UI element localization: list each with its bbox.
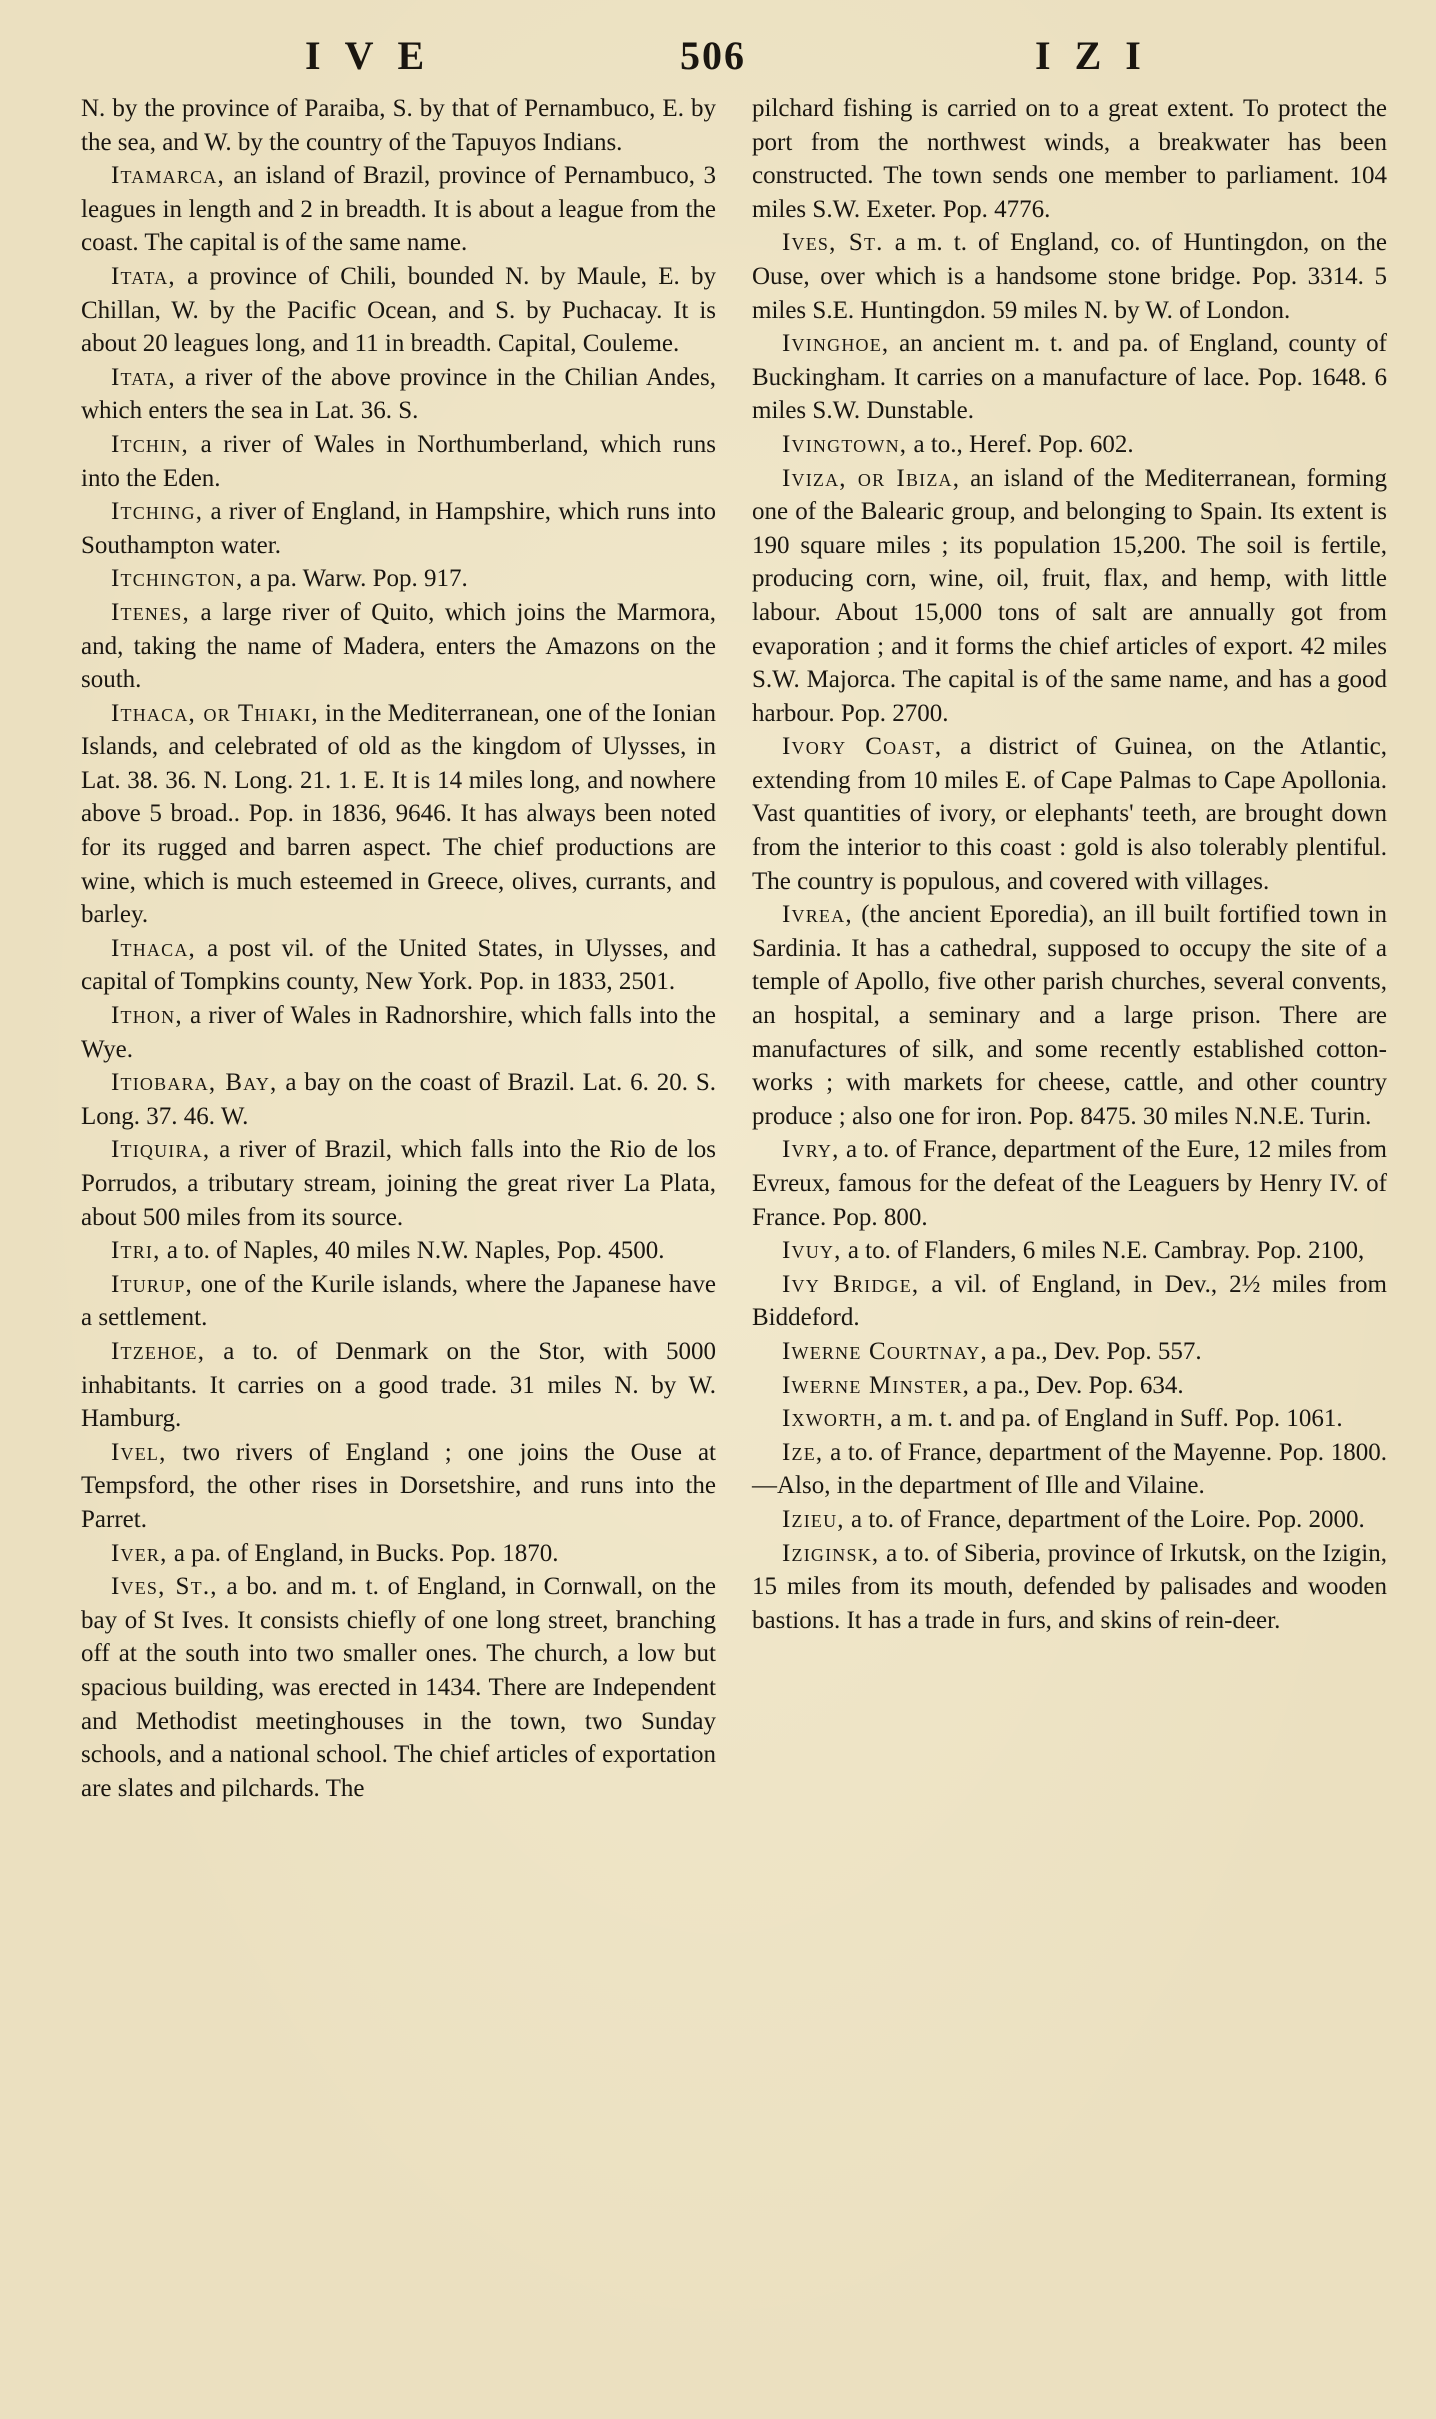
entry-headword: Ivuy,: [782, 1237, 842, 1265]
gazetteer-entry: [752, 1537, 1387, 1638]
entry-text: a to. of Siberia, province of Irkutsk, on the Izigin, 15 miles from its mouth, defended by palisades and wooden bastions. It has a trade in furs, and skins of rein-deer.: [752, 1539, 1387, 1634]
entry-text: a post vil. of the United States, in Ulysses, and capital of Tompkins county, New York. Pop. in 1833, 2501.: [81, 934, 716, 996]
entry-text: an island of the Mediterranean, forming one of the Balearic group, and belonging to Spain. Its extent is 190 square miles ; its population 15,200. The soil is fertile, producing corn, wine, oil, fruit, flax, and hemp, with little labour. About 15,000 tons of salt are annually got from evaporation ; and it forms the chief articles of export. 42 miles S.W. Majorca. The capital is of the same name, and has a good harbour. Pop. 2700.: [752, 464, 1387, 727]
gazetteer-entry: [752, 1335, 1387, 1369]
gazetteer-entry: [81, 361, 716, 428]
entry-headword: Itenes,: [111, 598, 190, 626]
entry-headword: Itzehoe,: [111, 1337, 206, 1365]
entry-headword: Itata,: [111, 363, 176, 391]
entry-headword: Ivrea,: [782, 901, 853, 929]
gazetteer-entry: [81, 1268, 716, 1335]
entry-headword: Ithaca,: [111, 934, 196, 962]
entry-text: a to. of France, department of the Mayenne. Pop. 1800.—Also, in the department of Ille and Vilaine.: [752, 1438, 1387, 1500]
gazetteer-entry: [752, 898, 1387, 1133]
gazetteer-entry: [81, 999, 716, 1066]
gazetteer-entry: [81, 260, 716, 361]
running-head-right: IZI: [1035, 33, 1165, 78]
gazetteer-entry: [81, 697, 716, 932]
entry-headword: Ithon,: [111, 1002, 183, 1030]
entry-text: a to. of Flanders, 6 miles N.E. Cambray. Pop. 2100,: [841, 1237, 1365, 1265]
right-column: [752, 92, 1387, 1637]
gazetteer-entry: [81, 1537, 716, 1571]
entry-text: a pa. Warw. Pop. 917.: [243, 565, 468, 593]
entry-text: (the ancient Eporedia), an ill built fortified town in Sardinia. It has a cathedral, supposed to occupy the site of a temple of Apollo, five other parish churches, several convents, an hospital, a seminary and a large prison. There are manufactures of silk, and some recently established cotton-works ; with markets for cheese, cattle, and other country produce ; also one for iron. Pop. 8475. 30 miles N.N.E. Turin.: [752, 901, 1387, 1130]
entry-headword: Ives, St.: [782, 229, 884, 257]
gazetteer-entry: [752, 92, 1387, 226]
entry-text: an ancient m. t. and pa. of England, county of Buckingham. It carries on a manufacture of lace. Pop. 1648. 6 miles S.W. Dunstable.: [752, 330, 1387, 425]
entry-text: a pa., Dev. Pop. 634.: [970, 1371, 1184, 1399]
gazetteer-entry: [752, 428, 1387, 462]
gazetteer-entry: [81, 562, 716, 596]
entry-headword: Ize,: [782, 1438, 824, 1466]
entry-headword: Ivy Bridge,: [782, 1270, 920, 1298]
entry-text: a pa. of England, in Bucks. Pop. 1870.: [167, 1539, 559, 1567]
entry-text: one of the Kurile islands, where the Japanese have a settlement.: [81, 1270, 716, 1332]
gazetteer-entry: [81, 1335, 716, 1436]
entry-text: a bo. and m. t. of England, in Cornwall, on the bay of St Ives. It consists chiefly of one long street, branching off at the south into two smaller ones. The church, a low but spacious building, was erected in 1434. There are Independent and Methodist meetinghouses in the town, two Sunday schools, and a national school. The chief articles of exportation are slates and pilchards. The: [81, 1573, 716, 1802]
entry-headword: Ives, St.,: [111, 1573, 218, 1601]
gazetteer-entry: [81, 159, 716, 260]
entry-headword: Ivinghoe,: [782, 330, 890, 358]
entry-text: a to. of France, department of the Eure, 12 miles from Evreux, famous for the defeat of the Leaguers by Henry IV. of France. Pop. 800.: [752, 1136, 1387, 1231]
entry-headword: Ivory Coast,: [782, 733, 943, 761]
gazetteer-entry: [752, 1503, 1387, 1537]
entry-headword: Itching,: [111, 498, 204, 526]
entry-text: two rivers of England ; one joins the Ouse at Tempsford, the other rises in Dorsetshire, and runs into the Parret.: [81, 1438, 716, 1533]
entry-headword: Itiquira,: [111, 1136, 211, 1164]
gazetteer-entry: [752, 226, 1387, 327]
running-head: [80, 22, 1356, 86]
entry-headword: Itchington,: [111, 565, 244, 593]
entry-headword: Ivry,: [782, 1136, 840, 1164]
entry-headword: Itamarca,: [111, 162, 225, 190]
entry-headword: Itiobara, Bay,: [111, 1069, 278, 1097]
entry-text: a river of Wales in Northumberland, which runs into the Eden.: [81, 430, 716, 492]
entry-headword: Itata,: [111, 262, 176, 290]
gazetteer-entry: [81, 1066, 716, 1133]
gazetteer-entry: [81, 1570, 716, 1805]
entry-headword: Iwerne Minster,: [782, 1371, 971, 1399]
gazetteer-entry: [752, 1268, 1387, 1335]
page-number: 506: [680, 33, 746, 78]
entry-headword: Iwerne Courtnay,: [782, 1337, 988, 1365]
entry-text: a bay on the coast of Brazil. Lat. 6. 20. S. Long. 37. 46. W.: [81, 1069, 716, 1130]
gazetteer-entry: [81, 495, 716, 562]
left-column: [81, 92, 716, 1805]
entry-text: a pa., Dev. Pop. 557.: [987, 1337, 1202, 1365]
entry-text: N. by the province of Paraiba, S. by that of Pernambuco, E. by the sea, and W. by the country of the Tapuyos Indians.: [81, 95, 716, 156]
entry-text: a vil. of England, in Dev., 2½ miles from Biddeford.: [752, 1270, 1387, 1332]
gazetteer-entry: [81, 1133, 716, 1234]
entry-text: a to. of Naples, 40 miles N.W. Naples, Pop. 4500.: [160, 1237, 665, 1265]
entry-headword: Ivingtown,: [782, 430, 908, 458]
entry-headword: Izieu,: [782, 1505, 845, 1533]
entry-text: a river of England, in Hampshire, which runs into Southampton water.: [81, 498, 716, 559]
entry-text: pilchard fishing is carried on to a great extent. To protect the port from the northwest winds, a breakwater has been constructed. The town sends one member to parliament. 104 miles S.W. Exeter. Pop. 4776.: [752, 95, 1387, 223]
gazetteer-entry: [81, 932, 716, 999]
entry-text: a river of Brazil, which falls into the Rio de los Porrudos, a tributary stream, joining the great river La Plata, about 500 miles from its source.: [81, 1136, 716, 1231]
entry-text: a province of Chili, bounded N. by Maule, E. by Chillan, W. by the Pacific Ocean, and S. by Puchacay. It is about 20 leagues long, and 11 in breadth. Capital, Couleme.: [81, 262, 716, 358]
gazetteer-entry: [752, 1402, 1387, 1436]
entry-text: a river of the above province in the Chilian Andes, which enters the sea in Lat. 36. S.: [81, 363, 716, 425]
entry-headword: Iziginsk,: [782, 1539, 880, 1567]
running-head-left: IVE: [305, 33, 449, 78]
entry-text: a m. t. and pa. of England in Suff. Pop. 1061.: [884, 1405, 1343, 1433]
entry-text: a to. of Denmark on the Stor, with 5000 inhabitants. It carries on a good trade. 31 miles N. by W. Hamburg.: [81, 1337, 716, 1433]
entry-text: a large river of Quito, which joins the Marmora, and, taking the name of Madera, enters the Amazons on the south.: [81, 598, 716, 694]
entry-text: a m. t. of England, co. of Huntingdon, on the Ouse, over which is a handsome stone bridge. Pop. 3314. 5 miles S.E. Huntingdon. 59 miles N. by W. of London.: [752, 229, 1387, 324]
gazetteer-entry: [81, 428, 716, 495]
entry-text: a to., Heref. Pop. 602.: [907, 430, 1134, 458]
gazetteer-entry: [752, 1234, 1387, 1268]
gazetteer-entry: [81, 1436, 716, 1537]
gazetteer-entry: [752, 1369, 1387, 1403]
entry-text: a to. of France, department of the Loire. Pop. 2000.: [844, 1505, 1365, 1533]
gazetteer-entry: [81, 92, 716, 159]
entry-headword: Itri,: [111, 1237, 161, 1265]
gazetteer-entry: [752, 1133, 1387, 1234]
entry-headword: Iturup,: [111, 1270, 193, 1298]
gazetteer-entry: [81, 596, 716, 697]
entry-headword: Ixworth,: [782, 1405, 885, 1433]
entry-headword: Ivel,: [111, 1438, 167, 1466]
entry-headword: Iver,: [111, 1539, 168, 1567]
gazetteer-entry: [81, 1234, 716, 1268]
gazetteer-entry: [752, 327, 1387, 428]
gazetteer-entry: [752, 462, 1387, 731]
entry-headword: Itchin,: [111, 430, 189, 458]
gazetteer-entry: [752, 730, 1387, 898]
entry-headword: Ithaca, or Thiaki,: [111, 699, 319, 727]
entry-text: in the Mediterranean, one of the Ionian Islands, and celebrated of old as the kingdom of Ulysses, in Lat. 38. 36. N. Long. 21. 1. E. It is 14 miles long, and nowhere above 5 broad.. Pop. in 1836, 9646. It has always been noted for its rugged and barren aspect. The chief productions are wine, which is much esteemed in Greece, olives, currants, and barley.: [81, 699, 716, 929]
entry-headword: Iviza, or Ibiza,: [782, 464, 961, 492]
entry-text: a river of Wales in Radnorshire, which falls into the Wye.: [81, 1002, 716, 1063]
entry-text: a district of Guinea, on the Atlantic, extending from 10 miles E. of Cape Palmas to Cape Apollonia. Vast quantities of ivory, or elephants' teeth, are brought down from the interior to this coast : gold is also tolerably plentiful. The country is populous, and covered with villages.: [752, 733, 1387, 895]
gazetteer-entry: [752, 1436, 1387, 1503]
entry-text: an island of Brazil, province of Pernambuco, 3 leagues in length and 2 in breadth. It is about a league from the coast. The capital is of the same name.: [81, 162, 716, 257]
